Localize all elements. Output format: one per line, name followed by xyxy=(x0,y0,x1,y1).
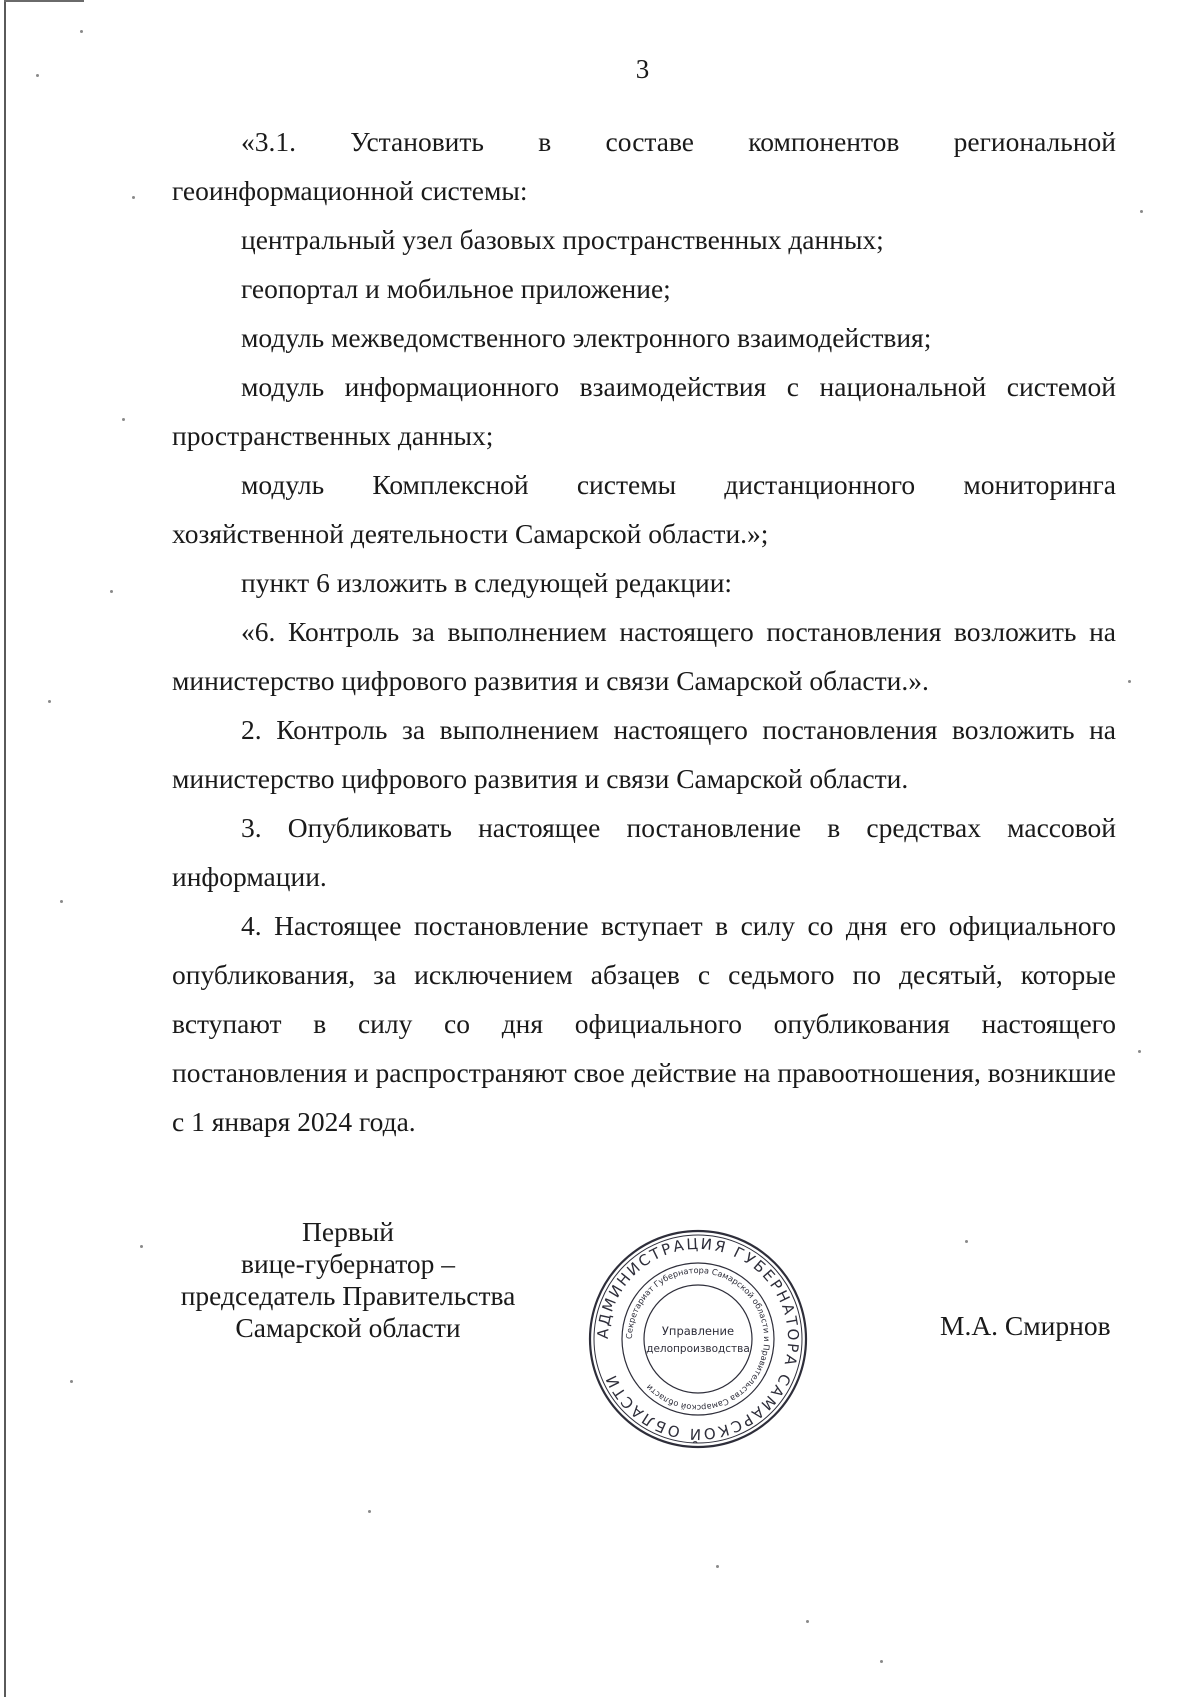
scan-speck xyxy=(110,590,113,593)
scan-speck xyxy=(140,1245,143,1248)
paragraph: 2. Контроль за выполнением настоящего постановления возложить на министерство цифрового развития и связи Самарской области. xyxy=(172,714,1116,794)
paragraph: модуль информационного взаимодействия с национальной системой пространственных данных; xyxy=(172,371,1116,451)
scan-top-mark xyxy=(4,0,84,2)
page-number: 3 xyxy=(635,54,650,84)
signatory-name: М.А. Смирнов xyxy=(940,1310,1111,1341)
scan-speck xyxy=(1138,1050,1141,1053)
scan-speck xyxy=(60,900,63,903)
signatory-position-line: председатель Правительства xyxy=(180,1280,516,1311)
svg-text:Секретариат Губернатора Самарс xyxy=(624,1265,772,1413)
stamp-inner-ring-text: Секретариат Губернатора Самарской области и Правительства Самарской области xyxy=(623,1264,773,1414)
paragraph: «3.1. Установить в составе компонентов региональной геоинформационной системы: xyxy=(172,126,1116,206)
scan-edge-line xyxy=(4,0,6,1697)
signatory-position xyxy=(168,1216,528,1344)
paragraph: геопортал и мобильное приложение; xyxy=(241,273,671,304)
document-body xyxy=(172,117,1116,1146)
scan-speck xyxy=(48,700,51,703)
paragraph: центральный узел базовых пространственных данных; xyxy=(241,224,884,255)
paragraph: модуль межведомственного электронного взаимодействия; xyxy=(241,322,932,353)
stamp-outer-text: АДМИНИСТРАЦИЯ ГУБЕРНАТОРА САМАРСКОЙ ОБЛАСТИ xyxy=(593,1234,803,1444)
paragraph: «6. Контроль за выполнением настоящего постановления возложить на министерство цифрового развития и связи Самарской области.». xyxy=(172,616,1116,696)
paragraph: модуль Комплексной системы дистанционного мониторинга хозяйственной деятельности Самарской области.»; xyxy=(172,469,1116,549)
signatory-position-line: Самарской области xyxy=(235,1312,461,1343)
signatory-position-line: Первый xyxy=(302,1216,394,1247)
scan-speck xyxy=(716,1565,719,1568)
scan-speck xyxy=(132,196,135,199)
signatory-position-line: вице-губернатор – xyxy=(240,1248,456,1279)
paragraph: 4. Настоящее постановление вступает в силу со дня его официального опубликования, за исключением абзацев с седьмого по десятый, которые вступают в силу со дня официального опубликования настоящего постановления и распространяют свое действие на правоотношения, возникшие с 1 января 2024 года. xyxy=(172,910,1116,1137)
paragraph: пункт 6 изложить в следующей редакции: xyxy=(241,567,733,598)
scan-speck xyxy=(122,418,125,421)
scan-speck xyxy=(368,1510,371,1513)
paragraph: 3. Опубликовать настоящее постановление в средствах массовой информации. xyxy=(172,812,1116,892)
stamp-center-line: делопроизводства xyxy=(646,1343,750,1355)
scan-speck xyxy=(965,1240,968,1243)
scan-speck xyxy=(80,30,83,33)
scan-speck xyxy=(806,1620,809,1623)
scan-speck xyxy=(1140,210,1143,213)
stamp-center-line: Управление xyxy=(661,1324,735,1338)
official-stamp xyxy=(585,1226,811,1452)
scan-speck xyxy=(880,1660,883,1663)
scan-speck xyxy=(70,1380,73,1383)
scan-speck xyxy=(1128,680,1131,683)
